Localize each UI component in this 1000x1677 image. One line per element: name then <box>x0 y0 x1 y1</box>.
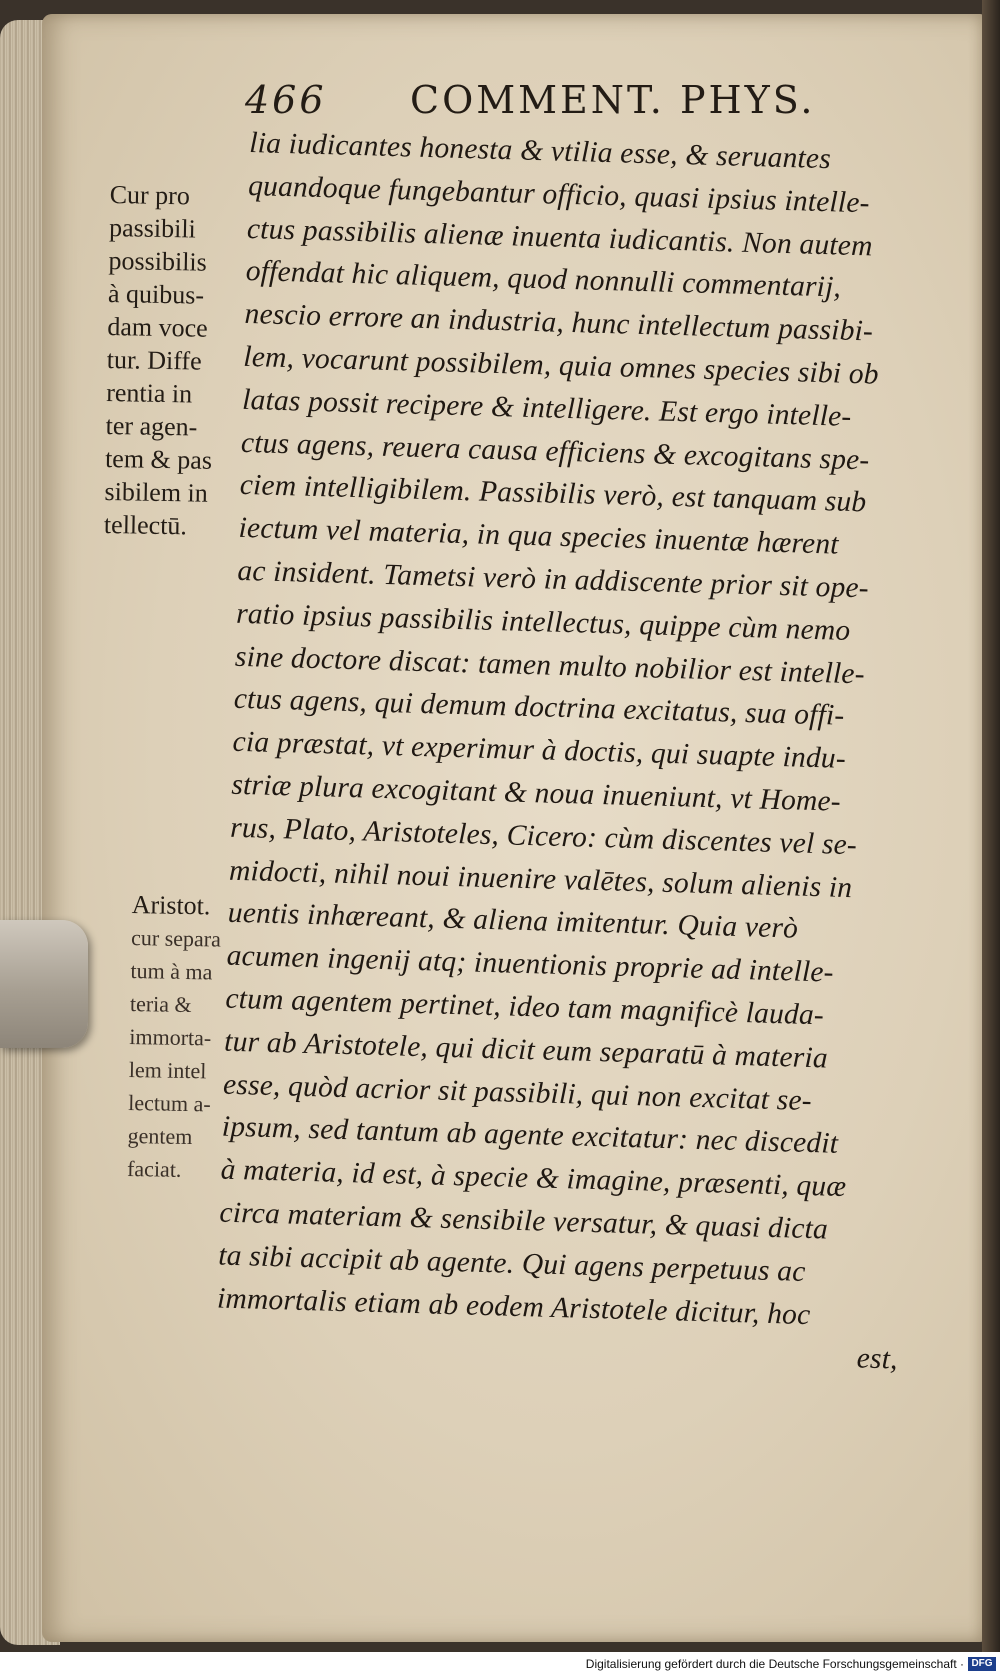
text-line: circa materiam & sensibile versatur, & quasi dicta <box>219 1196 829 1246</box>
margin-note-passibili <box>104 178 217 543</box>
binding-shadow <box>982 0 1000 1652</box>
margin-line: immorta- <box>129 1023 212 1051</box>
margin-line: possibilis <box>108 245 208 277</box>
margin-line: sibilem in <box>104 476 209 508</box>
text-line: lem, vocarunt possibilem, quia omnes species sibi ob <box>242 340 880 391</box>
text-line: ctus agens, qui demum doctrina excitatus, sua offi- <box>233 683 845 733</box>
funding-credit: Digitalisierung gefördert durch die Deutsche Forschungsgemeinschaft · <box>585 1657 964 1671</box>
text-line: acumen ingenij atq; inuentionis proprie ad intelle- <box>226 939 835 989</box>
text-line: iectum vel materia, in qua species inuentæ hærent <box>238 512 840 561</box>
text-line: ctum agentem pertinet, ideo tam magnificè lauda- <box>225 982 825 1032</box>
text-line: quandoque fungebantur officio, quasi ipsius intelle- <box>247 169 871 220</box>
margin-line: dam voce <box>107 311 208 343</box>
text-line: ctus agens, reuera causa efficiens & excogitans spe- <box>240 426 870 477</box>
text-line: ratio ipsius passibilis intellectus, quippe cùm nemo <box>235 597 851 647</box>
margin-line: à quibus- <box>107 278 205 310</box>
margin-line: tem & pas <box>104 443 213 475</box>
margin-note-aristot <box>127 888 222 1187</box>
text-line: nescio errore an industria, hunc intellectum passibi- <box>244 298 874 348</box>
margin-line: lectum a- <box>128 1089 211 1117</box>
margin-line: teria & <box>129 990 192 1018</box>
body-text <box>215 122 939 1382</box>
text-line: latas possit recipere & intelligere. Est ergo intelle- <box>241 383 852 433</box>
margin-line: faciat. <box>126 1155 182 1182</box>
text-line: à materia, id est, à specie & imagine, præsenti, quæ <box>220 1153 847 1204</box>
margin-line: cur separa <box>130 924 222 952</box>
footer-bar <box>0 1652 1000 1677</box>
running-title: COMMENT. PHYS. <box>410 78 816 122</box>
text-line: rus, Plato, Aristoteles, Cicero: cùm discentes vel se- <box>229 811 858 861</box>
page-header <box>245 78 825 128</box>
text-line: midocti, nihil noui inuenire valētes, solum alienis in <box>228 854 853 904</box>
text-line: offendat hic aliquem, quod nonnulli commentarij, <box>245 255 842 304</box>
text-line: tur ab Aristotele, qui dicit eum separatū à materia <box>223 1025 829 1075</box>
book-clasp <box>0 920 88 1048</box>
margin-line: Cur pro <box>109 179 191 211</box>
text-line: sine doctore discat: tamen multo nobilior est intelle- <box>234 640 866 690</box>
text-line: striæ plura excogitant & noua inueniunt, vt Home- <box>231 768 842 818</box>
text-line: ciem intelligibilem. Passibilis verò, est tanquam sub <box>239 469 867 519</box>
margin-line: tellectū. <box>103 509 188 541</box>
margin-line: rentia in <box>106 377 193 409</box>
margin-line: Aristot. <box>131 889 211 921</box>
text-line: immortalis etiam ab eodem Aristotele dicitur, hoc <box>216 1282 811 1331</box>
text-line: lia iudicantes honesta & vtilia esse, & seruantes <box>248 126 832 176</box>
text-line: ac insident. Tametsi verò in addiscente prior sit ope- <box>237 554 870 605</box>
text-line: ctus passibilis alienæ inuenta iudicantis. Non autem <box>246 212 874 263</box>
text-line: cia præstat, vt experimur à doctis, qui suapte indu- <box>232 725 847 776</box>
text-line: ipsum, sed tantum ab agente excitatur: nec discedit <box>221 1110 839 1161</box>
margin-line: tur. Diffe <box>106 344 202 376</box>
margin-line: ter agen- <box>105 410 198 442</box>
margin-line: lem intel <box>128 1056 207 1084</box>
catchword: est, <box>856 1342 899 1376</box>
text-line: esse, quòd acrior sit passibili, qui non excitat se- <box>222 1068 813 1117</box>
text-line: uentis inhæreant, & aliena imitentur. Quia verò <box>227 897 799 945</box>
margin-line: passibili <box>108 212 197 244</box>
dfg-logo: DFG <box>968 1657 996 1671</box>
margin-line: tum à ma <box>130 957 213 985</box>
margin-line: gentem <box>127 1122 193 1150</box>
text-line: ta sibi accipit ab agente. Qui agens perpetuus ac <box>217 1239 806 1288</box>
page-number: 466 <box>245 78 327 122</box>
